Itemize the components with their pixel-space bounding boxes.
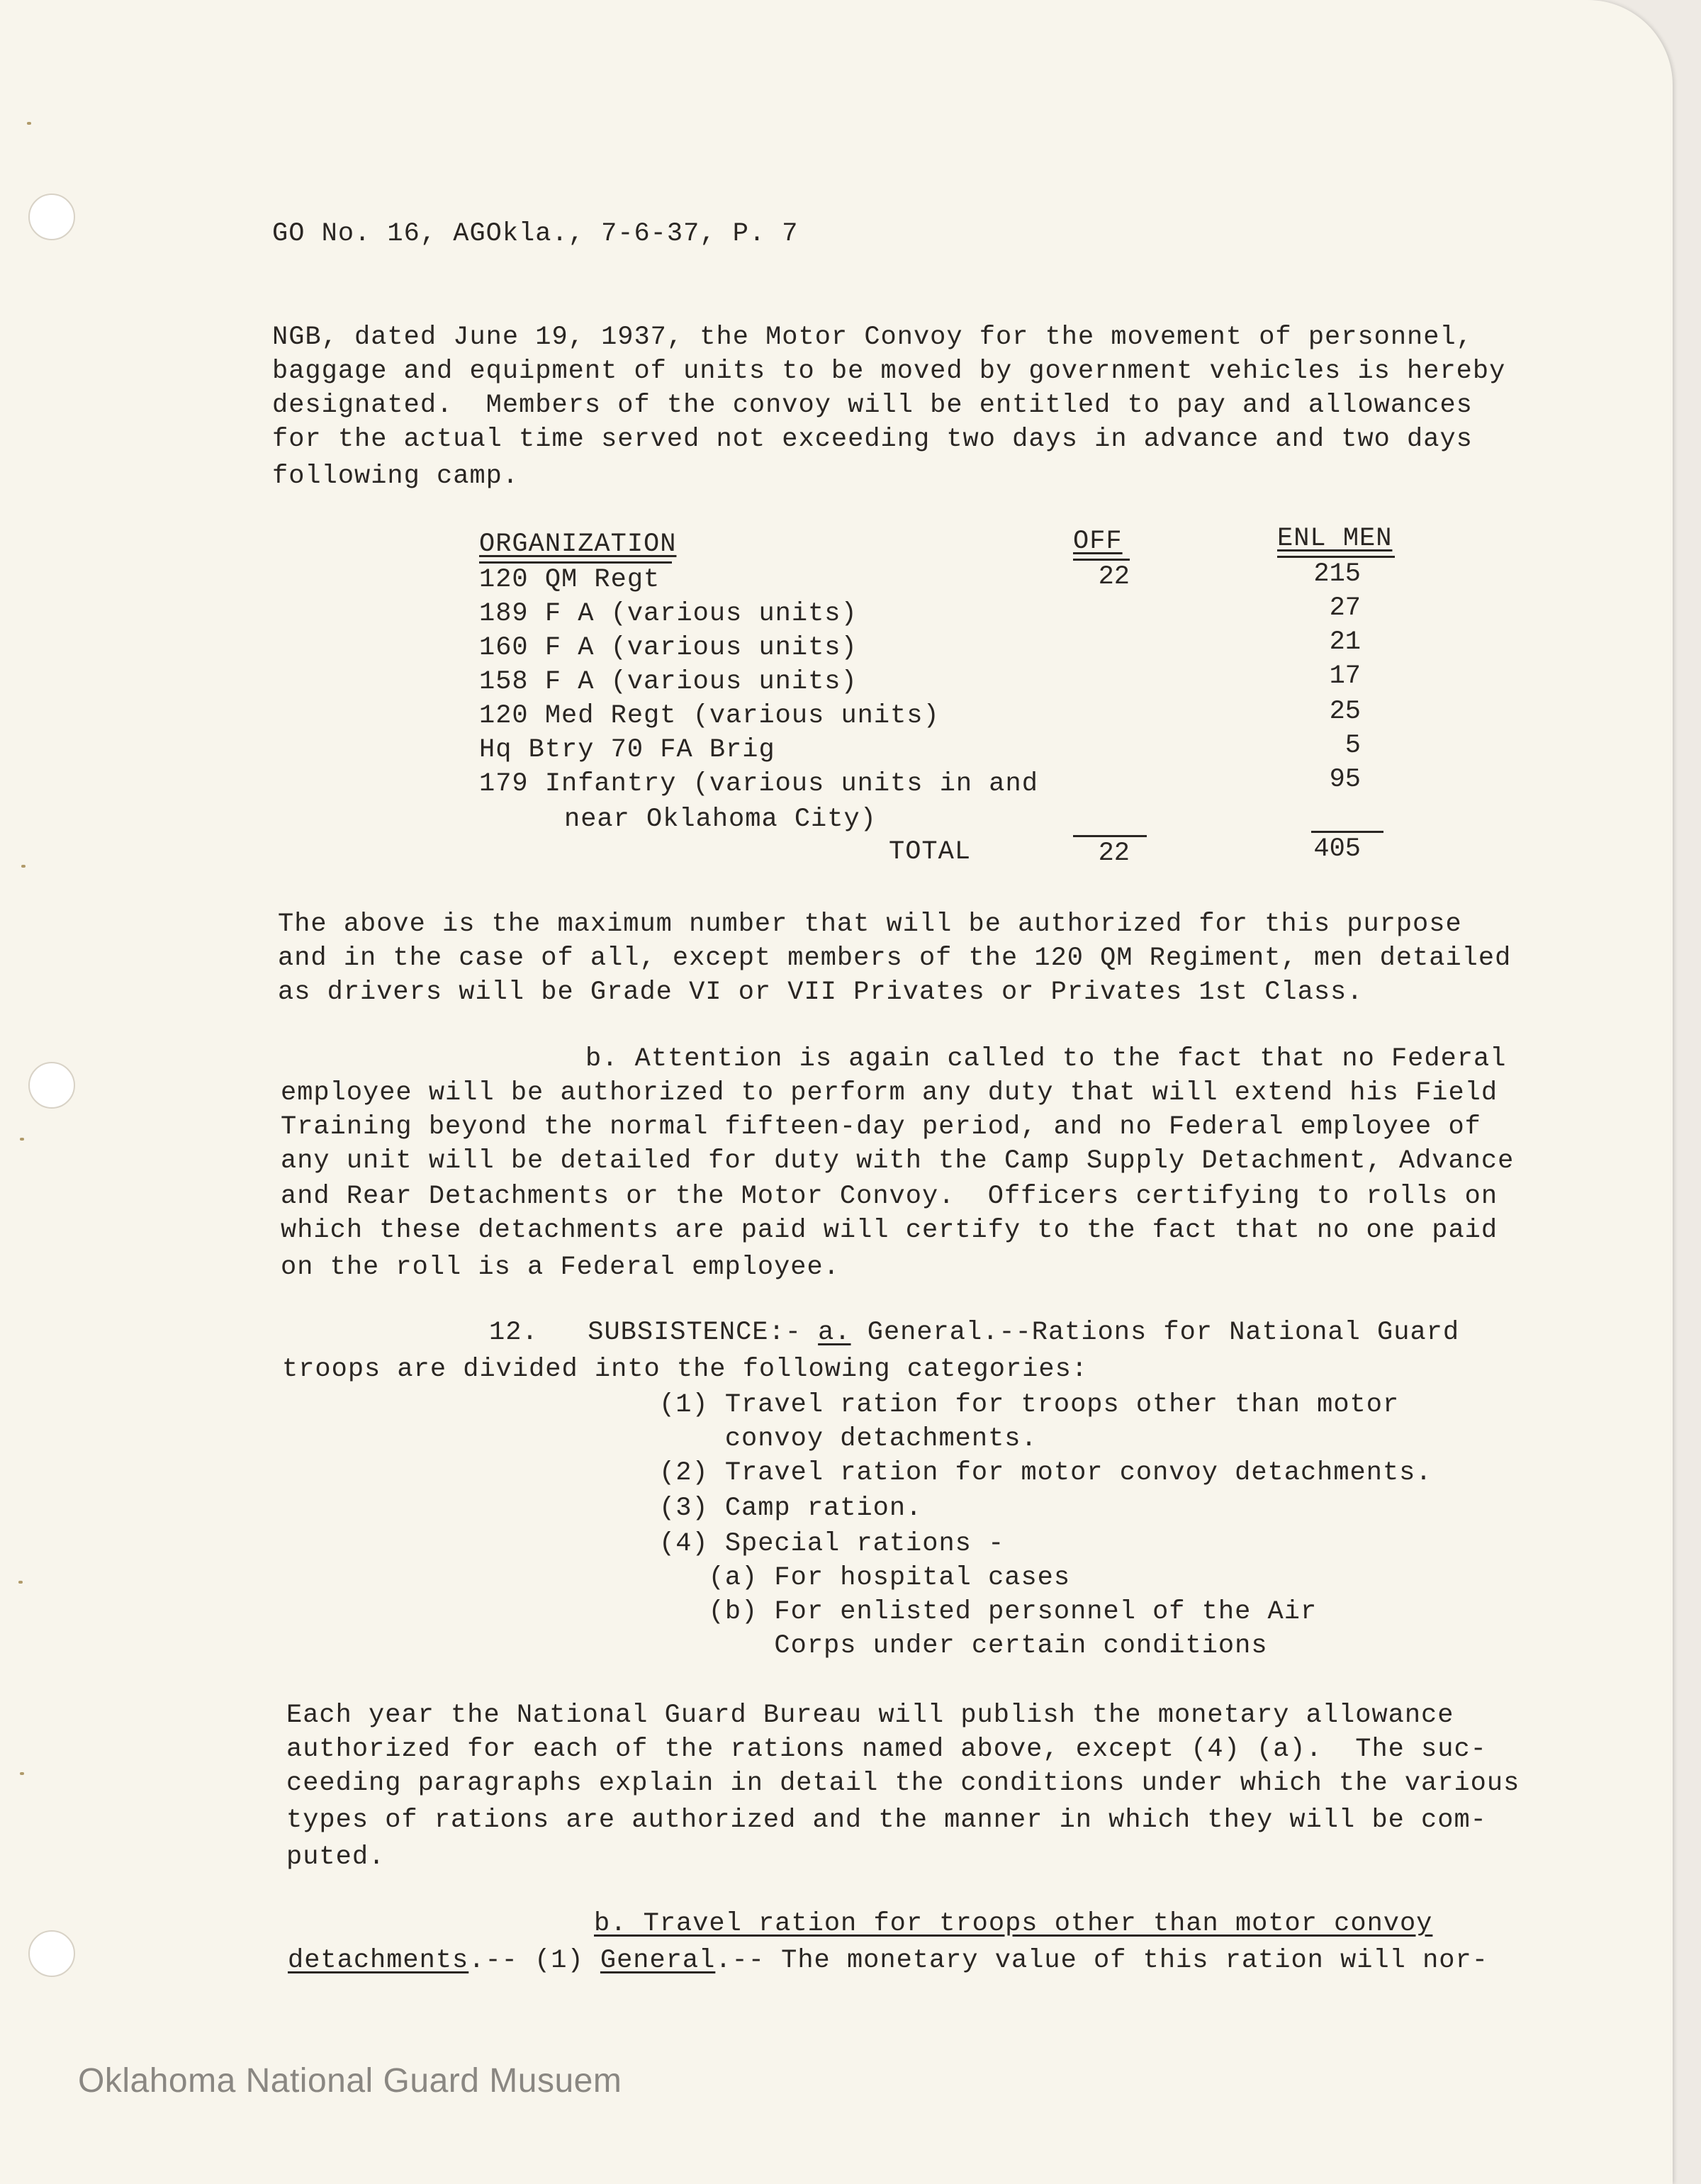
museum-watermark: Oklahoma National Guard Musuem — [78, 2062, 622, 2100]
paragraph-line: authorized for each of the rations named above, except (4) (a). The suc- — [286, 1735, 1487, 1764]
ration-item: (2) Travel ration for motor convoy detachments. — [659, 1458, 1432, 1488]
table-row-enl: 215 — [1313, 559, 1361, 589]
paragraph-line: and in the case of all, except members of the 120 QM Regiment, men detailed — [278, 943, 1512, 973]
table-row-enl: 5 — [1344, 731, 1361, 761]
paper-speck — [18, 1581, 23, 1584]
table-row-org: Hq Btry 70 FA Brig — [479, 735, 775, 765]
table-row-org: 189 F A (various units) — [479, 599, 858, 629]
subsection-separator: .-- (1) — [468, 1946, 600, 1976]
intro-line: baggage and equipment of units to be moved by government vehicles is hereby — [272, 357, 1506, 386]
intro-line: NGB, dated June 19, 1937, the Motor Convoy for the movement of personnel, — [272, 323, 1473, 352]
table-total-off: 22 — [1098, 839, 1130, 868]
section-title-rest: General.--Rations for National Guard — [850, 1318, 1460, 1348]
paper-speck — [21, 865, 26, 868]
subsection-heading: b. Travel ration for troops other than motor convoy — [594, 1909, 1433, 1939]
table-row-enl: 95 — [1329, 765, 1361, 795]
paragraph-b-line: and Rear Detachments or the Motor Convoy. Officers certifying to rolls on — [281, 1182, 1498, 1211]
intro-line: designated. Members of the convoy will be entitled to pay and allowances — [272, 391, 1473, 420]
paragraph-line: The above is the maximum number that will be authorized for this purpose — [278, 909, 1462, 939]
punch-hole — [28, 194, 75, 240]
table-row-org: 179 Infantry (various units in and — [479, 769, 1038, 799]
ration-item: (4) Special rations - — [659, 1529, 1005, 1559]
paragraph-b-line: which these detachments are paid will certify to the fact that no one paid — [281, 1216, 1498, 1245]
paper-speck — [20, 1772, 24, 1775]
paragraph-line: puted. — [286, 1842, 386, 1872]
table-row-org: 160 F A (various units) — [479, 633, 858, 663]
subsection-text: .-- The monetary value of this ration will nor- — [715, 1946, 1488, 1976]
table-row-enl: 25 — [1329, 697, 1361, 727]
table-row-org: 158 F A (various units) — [479, 667, 858, 697]
table-header-off: OFF — [1073, 527, 1123, 556]
paragraph-b-line: any unit will be detailed for duty with the Camp Supply Detachment, Advance — [281, 1146, 1515, 1176]
paragraph-line: as drivers will be Grade VI or VII Privates or Privates 1st Class. — [278, 978, 1364, 1007]
ration-item: Corps under certain conditions — [659, 1631, 1268, 1661]
table-row-org: 120 Med Regt (various units) — [479, 701, 940, 731]
ration-item: (1) Travel ration for troops other than motor — [659, 1390, 1400, 1420]
punch-hole — [28, 1930, 75, 1977]
table-row-org-continued: near Oklahoma City) — [564, 805, 877, 834]
subsection-title-end: detachments — [288, 1946, 469, 1976]
ration-item: (3) Camp ration. — [659, 1494, 923, 1523]
table-total-label: TOTAL — [889, 837, 972, 867]
paragraph-b-line: on the roll is a Federal employee. — [281, 1253, 840, 1282]
ration-item: (b) For enlisted personnel of the Air — [659, 1597, 1318, 1627]
paragraph-b-line: b. Attention is again called to the fact that no Federal — [585, 1044, 1507, 1074]
section-heading — [489, 1316, 1459, 1350]
paper-speck — [27, 122, 31, 125]
ration-item: (a) For hospital cases — [659, 1563, 1071, 1593]
paragraph-line: troops are divided into the following categories: — [282, 1355, 1088, 1384]
table-row-enl: 27 — [1329, 593, 1361, 623]
subsection-line — [288, 1944, 1488, 1978]
paragraph-line: Each year the National Guard Bureau will publish the monetary allowance — [286, 1701, 1454, 1730]
subsection-general: General — [600, 1946, 716, 1976]
subsection-letter: a. — [818, 1318, 851, 1348]
page-header: GO No. 16, AGOkla., 7-6-37, P. 7 — [272, 219, 799, 249]
table-total-enl: 405 — [1313, 834, 1361, 864]
table-header-enl-men: ENL MEN — [1277, 524, 1393, 554]
section-number: 12. — [489, 1318, 539, 1348]
ration-item: convoy detachments. — [659, 1424, 1038, 1454]
punch-hole — [28, 1062, 75, 1109]
paragraph-b-line: employee will be authorized to perform any duty that will extend his Field — [281, 1078, 1498, 1108]
table-row-org: 120 QM Regt — [479, 565, 661, 595]
paper-speck — [20, 1138, 24, 1141]
paragraph-line: ceeding paragraphs explain in detail the conditions under which the various — [286, 1769, 1520, 1798]
table-row-enl: 21 — [1329, 627, 1361, 657]
table-header-organization: ORGANIZATION — [479, 530, 677, 559]
paragraph-b-line: Training beyond the normal fifteen-day period, and no Federal employee of — [281, 1112, 1481, 1142]
table-row-off: 22 — [1098, 562, 1130, 592]
section-title: SUBSISTENCE:- — [588, 1318, 819, 1348]
table-row-enl: 17 — [1329, 661, 1361, 691]
intro-line: following camp. — [272, 461, 520, 491]
paragraph-line: types of rations are authorized and the manner in which they will be com- — [286, 1805, 1487, 1835]
intro-line: for the actual time served not exceeding two days in advance and two days — [272, 425, 1473, 454]
